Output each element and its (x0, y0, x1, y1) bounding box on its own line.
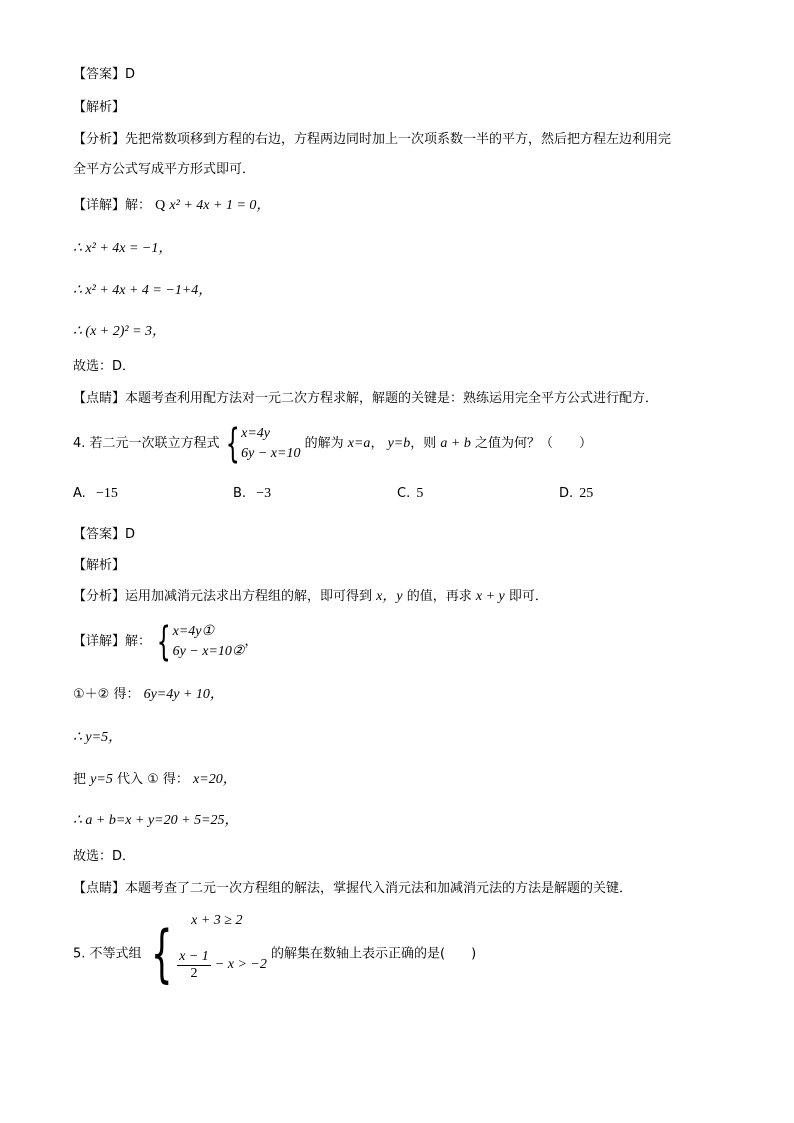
q3-step3: ∴ (x + 2)² = 3， (73, 324, 167, 339)
q3-step2: ∴ x² + 4x + 4 = −1+4， (73, 283, 213, 298)
q5-prefix: 5. 不等式组 (73, 946, 142, 962)
q4-detail-comma: ， (244, 634, 258, 649)
q4-detail-label: 【详解】解： (73, 634, 152, 649)
q5-fraction (177, 949, 211, 982)
q4-step4: ∴ a + b=x + y=20 + 5=25， (73, 813, 239, 828)
q4-analysis-vars: x，y (376, 589, 403, 604)
q4-sol-x: x=a (347, 436, 371, 451)
q3-because-symbol: Q (155, 198, 166, 213)
q4-eq1: x=4y (241, 425, 271, 441)
q4-detail-eq1: x=4y① (172, 623, 215, 639)
q4-step1-b: 6y=4y + 10， (143, 687, 224, 702)
q3-analysis-text: 【分析】先把常数项移到方程的右边，方程两边同时加上一次项系数一半的平方，然后把方程左边利用完 (73, 132, 672, 147)
q3-answer: 【答案】D (73, 67, 136, 82)
q4-detail-system (155, 618, 245, 665)
q4-option-c-label: C. (397, 486, 411, 501)
q4-step3-d: x=20， (193, 772, 237, 787)
q5-ineq1: x + 3 ≥ 2 (191, 913, 243, 928)
q4-step1-a: ①＋② 得： (73, 687, 140, 702)
q4-analysis-title: 【解析】 (73, 558, 126, 573)
q4-choice: 故选：D． (73, 849, 136, 864)
q4-prefix: 4. 若二元一次联立方程式 (73, 436, 220, 451)
left-brace-icon: { (150, 917, 173, 990)
q5-question (73, 910, 476, 998)
q4-step1 (73, 686, 224, 704)
q4-question (73, 422, 592, 466)
q4-option-d-value: 25 (579, 486, 594, 501)
q4-step2: ∴ y=5， (73, 730, 123, 745)
q3-step1: ∴ x² + 4x = −1， (73, 241, 173, 256)
q4-option-a-label: A. (73, 486, 86, 501)
q4-detail-eq2: 6y − x=10② (172, 643, 245, 659)
q4-option-b (233, 486, 271, 502)
q4-analysis-b: 的值，再求 (406, 589, 472, 604)
q4-analysis-text (73, 588, 548, 606)
q4-option-d (559, 486, 593, 502)
q5-frac-den: 2 (190, 965, 198, 981)
q5-inequality-system (146, 910, 267, 998)
q5-ineq2-rest: − x > −2 (214, 957, 267, 972)
q4-mid1: 的解为 (304, 436, 344, 451)
q4-detail-line (73, 620, 258, 664)
q4-comment: 【点睛】本题考查了二元一次方程组的解法，掌握代入消元法和加减消元法的方法是解题的关键． (73, 881, 633, 896)
q4-sol-y: y=b (387, 436, 411, 451)
q4-option-c (397, 486, 423, 502)
q3-detail-line (73, 197, 270, 215)
q4-option-a (73, 486, 118, 502)
q4-comma: ， (370, 436, 384, 451)
q4-mid2: ，则 (410, 436, 437, 451)
q4-option-a-value: −15 (95, 486, 118, 501)
q4-analysis-a: 【分析】运用加减消元法求出方程组的解，即可得到 (73, 589, 373, 604)
q3-choice: 故选：D． (73, 359, 136, 374)
q4-option-b-value: −3 (256, 486, 272, 501)
q3-equation: x² + 4x + 1 = 0， (169, 198, 271, 213)
q4-expr: a + b (440, 436, 471, 451)
left-brace-icon: { (225, 420, 240, 467)
q4-eq2: 6y − x=10 (241, 445, 301, 461)
q3-analysis-text-cont: 全平方公式写成平方形式即可． (73, 162, 256, 177)
q4-answer: 【答案】D (73, 527, 136, 542)
q4-step3-c: 代入 ① 得： (116, 772, 189, 787)
left-brace-icon: { (156, 618, 171, 665)
q4-analysis-c: 即可． (508, 589, 548, 604)
q4-step3-a: 把 (73, 772, 87, 787)
q4-analysis-expr: x + y (475, 589, 505, 604)
q3-comment: 【点睛】本题考查利用配方法对一元二次方程求解，解题的关键是：熟练运用完全平方公式进行配方． (73, 391, 659, 406)
q5-frac-num: x − 1 (179, 948, 209, 964)
q3-analysis-title: 【解析】 (73, 100, 126, 115)
q3-detail-label: 【详解】解： (73, 198, 152, 213)
q4-step3 (73, 771, 237, 789)
q4-suffix: 之值为何？（ ） (475, 436, 593, 451)
q4-option-b-label: B. (233, 486, 247, 501)
q4-option-d-label: D. (559, 486, 574, 501)
q5-suffix: 的解集在数轴上表示正确的是( ) (271, 946, 477, 962)
q4-option-c-value: 5 (416, 486, 424, 501)
q4-step3-b: y=5 (90, 772, 113, 787)
q4-equation-system (224, 420, 301, 467)
